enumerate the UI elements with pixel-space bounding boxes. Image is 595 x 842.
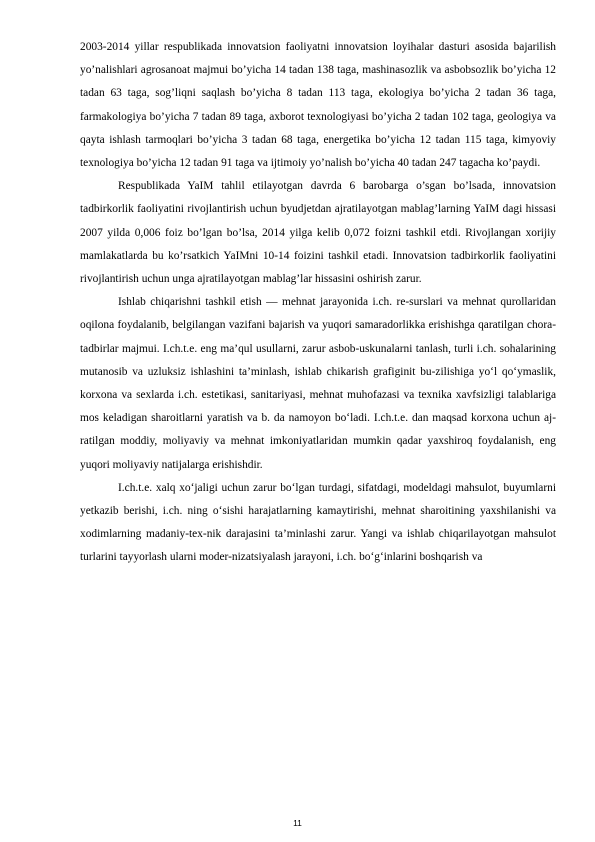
paragraph-gdp-share <box>80 175 556 291</box>
body-text <box>80 36 556 570</box>
paragraph-text: Ishlab chiqarishni tashkil etish — mehnat jarayonida i.ch. re-surslari va mehnat qurollaridan oqilona foydalanib, belgilangan vazifani bajarish va yuqori samaradorlikka erishishga qaratilgan chora-tadbirlar majmui. I.ch.t.e. eng ma’qul usullarni, zarur asbob-uskunalarni tanlash, turli i.ch. sohalarining mutanosib va uzluksiz ishlashini ta’minlash, ishlab chikarish grafiginit bu-zilishiga yo‘l qo‘ymaslik, korxona va sexlarda i.ch. estetikasi, sanitariyasi, mehnat muhofazasi va texnika xavfsizligi talablariga mos keladigan sharoitlarni yaratish va b. da namoyon bo‘ladi. I.ch.t.e. dan maqsad korxona uchun aj-ratilgan moddiy, moliyaviy va mehnat imkoniyatlaridan mumkin qadar yaxshiroq foydalanish, eng yuqori moliyaviy natijalarga erishishdir. <box>80 296 556 471</box>
paragraph-innovation-projects <box>80 36 556 175</box>
paragraph-production-organization <box>80 291 556 477</box>
paragraph-text: Respublikada YaIM tahlil etilayotgan davrda 6 barobarga o’sgan bo’lsada, innovatsion tadbirkorlik faoliyatini rivojlantirish uchun byudjetdan ajratilayotgan mablag’larning YaIM dagi hissasi 2007 yilda 0,006 foiz bo’lgan bo’lsa, 2014 yilga kelib 0,072 foizni tashkil etdi. Rivojlangan xorijiy mamlakatlarda bu ko’rsatkich YaIMni 10-14 foizini tashkil etadi. Innovatsion tadbirkorlik faoliyatini rivojlantirish uchun unga ajratilayotgan mablag’lar hissasini oshirish zarur. <box>80 180 556 286</box>
paragraph-text: 2003-2014 yillar respublikada innovatsion faoliyatni innovatsion loyihalar dasturi asosida bajarilish yo’nalishlari agrosanoat majmui bo’yicha 14 tadan 138 taga, mashinasozlik va asbobsozlik bo’yicha 12 tadan 63 taga, sog’liqni saqlash bo’yicha 8 tadan 113 taga, ekologiya bo’yicha 2 tadan 36 taga, farmakologiya bo’yicha 7 tadan 89 taga, axborot texnologiyasi bo’yicha 2 tadan 102 taga, geologiya va qayta ishlash tarmoqlari bo’yicha 3 tadan 68 taga, energetika bo’yicha 12 tadan 115 taga, kimyoviy texnologiya bo’yicha 12 tadan 91 taga va ijtimoiy yo’nalish bo’yicha 40 tadan 247 tagacha ko’paydi. <box>80 41 556 170</box>
paragraph-text: I.ch.t.e. xalq xo‘jaligi uchun zarur bo‘lgan turdagi, sifatdagi, modeldagi mahsulot, buyumlarni yetkazib berishi, i.ch. ning o‘sishi harajatlarning kamaytirishi, mehnat sharoitining yaxshilanishi va xodimlarning madaniy-tex-nik darajasini ta’minlashi zarur. Yangi va ishlab chiqarilayotgan mahsulot turlarini tayyorlash ularni moder-nizatsiyalash jarayoni, i.ch. bo‘g‘inlarini boshqarish va <box>80 481 556 564</box>
paragraph-production-goals <box>80 477 556 570</box>
page-number: 11 <box>293 818 302 828</box>
